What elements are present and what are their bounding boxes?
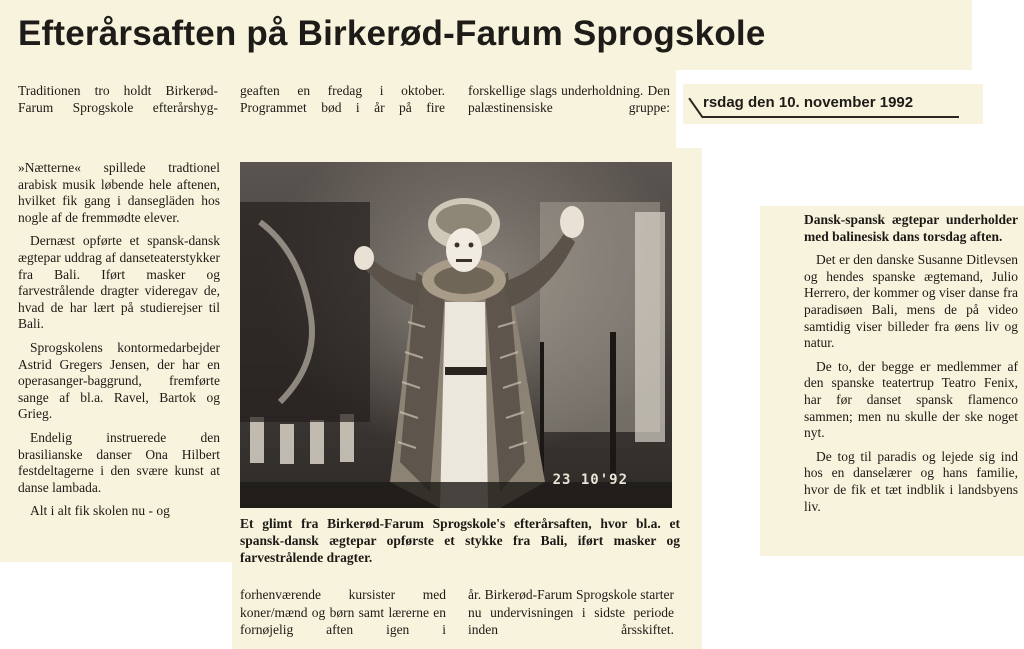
bottom-clipping [232,578,702,649]
bottom-column-1: forhenværende kursister med koner/mænd og børn samt lærerne en fornøjelig aften igen i [240,587,446,637]
photo-clipping [232,148,702,578]
photo-date-stamp: 23 10'92 [552,472,628,488]
dancer-photo [240,162,672,508]
left-paragraph: Sprogskolens kontormedarbejder Astrid Gregers Jensen, der har en operasanger-baggrund, fremførte sange af bl.a. Ravel, Bartok og Grieg. [18,339,220,422]
bottom-column-2: år. Birkerød-Farum Sprogskole starter nu undervisningen i sidste periode inden årsskiftet. [468,587,674,637]
dateline-rule [703,116,959,118]
right-paragraph: Det er den danske Susanne Ditlevsen og hendes spanske ægtemand, Julio Herrero, der kommer og viser danse fra paradisøen Bali, mens de på video samtidig viser billeder fra øens liv og natur. [804,252,1018,351]
right-column-lead: Dansk-spansk ægtepar underholder med balinesisk dans torsdag aften. [804,212,1018,244]
right-paragraph: De to, der begge er medlemmer af den spanske teatertrup Teatro Fenix, har før danset spansk flamenco sammen; men nu skulle der ske noget nyt. [804,358,1018,441]
photo-caption: Et glimt fra Birkerød-Farum Sprogskole's efterårsaften, hvor bl.a. et spansk-dansk ægtepar opførste et stykke fra Bali, iført masker og farvestrålende dragter. [240,516,680,565]
left-column-clipping [0,148,232,562]
headline-clipping [0,0,972,70]
right-column-clipping [760,206,1024,556]
intro-column-1: Traditionen tro holdt Birkerød-Farum Sprogskole efterårshyg- [18,83,218,115]
left-paragraph: Endelig instruerede den brasilianske danser Ona Hilbert festdeltagerne i den svære kunst at danse lambada. [18,429,220,495]
torn-edge-mark [688,98,703,119]
right-paragraph: De tog til paradis og lejede sig ind hos en danselærer og hans familie, hvor de fik et tæt indblik i landsbyens liv. [804,448,1018,514]
right-column-text [804,212,1018,522]
dateline: rsdag den 10. november 1992 [703,94,914,111]
dateline-clipping [683,84,983,124]
article-headline: Efterårsaften på Birkerød-Farum Sprogskole [18,14,766,53]
dancer-photo-image [240,162,672,508]
intro-clipping [0,70,676,148]
left-paragraph: »Nætterne« spillede tradtionel arabisk musik løbende hele aftenen, hvilket fik gang i dansegläden hos nogle af de fremmødte elever. [18,160,220,225]
left-paragraph: Alt i alt fik skolen nu - og [30,503,170,519]
intro-column-2: geaften en fredag i oktober. Programmet bød i år på fire [240,83,445,115]
intro-column-3: forskellige slags underholdning. Den palæstinensiske gruppe: [468,83,670,115]
left-paragraph: Dernæst opførte et spansk-dansk ægtepar uddrag af danseteaterstykker fra Bali. Iført masker og farvestrålende dragter videregav de, hvad de har lært på studierejser til Bali. [18,233,220,332]
left-column-text [18,160,220,527]
